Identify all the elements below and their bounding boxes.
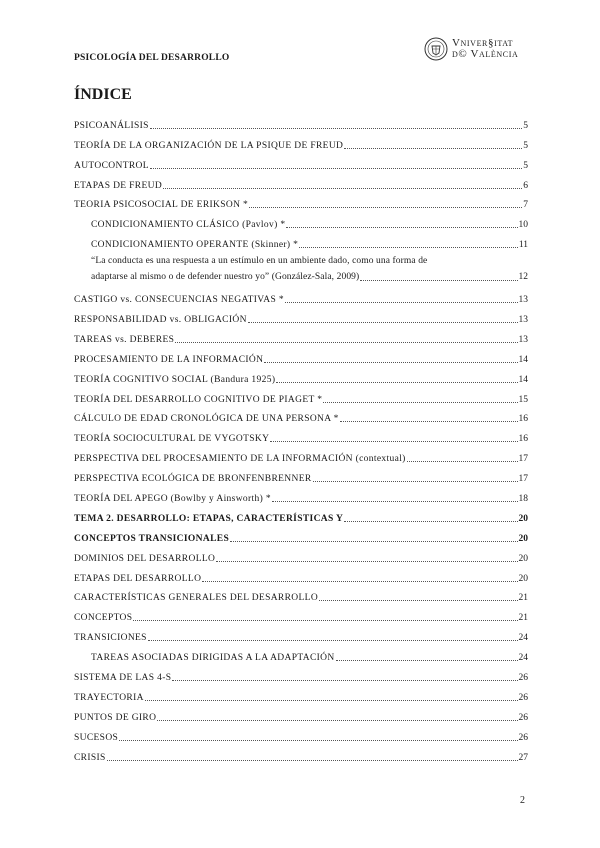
toc-entry-page: 26 (518, 692, 528, 703)
toc-entry[interactable] (74, 603, 528, 623)
dot-leader (319, 591, 517, 601)
toc-entry[interactable] (74, 544, 528, 564)
toc-entry-title: TRANSICIONES (74, 633, 147, 644)
toc-entry[interactable] (74, 325, 528, 345)
dot-leader (172, 671, 517, 681)
logo-text-line1: Vniver§itat (452, 37, 514, 49)
toc-entry[interactable] (74, 230, 528, 250)
dot-leader (148, 631, 518, 641)
dot-leader (344, 139, 522, 149)
toc-entry-title: TEORÍA DEL APEGO (Bowlby y Ainsworth) * (74, 494, 271, 505)
toc-entry-page: 26 (518, 732, 528, 743)
toc-entry[interactable] (74, 345, 528, 365)
toc-entry-title: ETAPAS DE FREUD (74, 180, 163, 191)
dot-leader (216, 552, 517, 562)
toc-entry-page: 10 (518, 220, 528, 231)
toc-entry-page: 14 (518, 374, 528, 385)
dot-leader (336, 651, 518, 661)
dot-leader (163, 179, 522, 189)
toc-entry-page: 26 (518, 712, 528, 723)
dot-leader (248, 313, 518, 323)
toc-entry-title: CASTIGO vs. CONSECUENCIAS NEGATIVAS * (74, 295, 284, 306)
toc-entry[interactable] (74, 564, 528, 584)
toc-entry-page: 11 (518, 240, 528, 251)
toc-entry-page: 20 (518, 533, 528, 544)
toc-entry-page: 5 (523, 120, 528, 131)
dot-leader (340, 412, 518, 422)
toc-entry[interactable] (74, 210, 528, 230)
dot-leader (150, 119, 522, 129)
toc-entry-title: CONDICIONAMIENTO CLÁSICO (Pavlov) * (91, 220, 286, 231)
toc-entry-title: CONCEPTOS TRANSICIONALES (74, 533, 230, 544)
dot-leader (157, 711, 517, 721)
toc-entry[interactable] (74, 385, 528, 405)
toc-entry-page: 21 (518, 593, 528, 604)
toc-entry-page: 17 (518, 474, 528, 485)
toc-entry-title: TEORÍA COGNITIVO SOCIAL (Bandura 1925) (74, 374, 276, 385)
dot-leader (407, 452, 518, 462)
toc-entry[interactable] (74, 484, 528, 504)
toc-entry[interactable] (74, 191, 528, 211)
toc-entry-page: 18 (518, 494, 528, 505)
toc-heading: ÍNDICE (74, 86, 132, 103)
toc-entry[interactable] (74, 250, 528, 285)
dot-leader (323, 393, 517, 403)
toc-entry-page: 5 (523, 140, 528, 151)
toc-entry-page: 12 (518, 272, 528, 283)
toc-entry-title: CARACTERÍSTICAS GENERALES DEL DESARROLLO (74, 593, 319, 604)
toc-entry-page: 16 (518, 414, 528, 425)
dot-leader (107, 751, 518, 761)
toc-entry-title: CONCEPTOS (74, 613, 133, 624)
toc-entry[interactable] (74, 405, 528, 425)
university-seal-icon (424, 37, 448, 61)
toc-entry-title: TEORÍA DE LA ORGANIZACIÓN DE LA PSIQUE DE FREUD (74, 140, 344, 151)
toc-entry-title: TAREAS vs. DEBERES (74, 334, 175, 345)
toc-entry[interactable] (74, 743, 528, 763)
toc-entry-title: TEORÍA DEL DESARROLLO COGNITIVO DE PIAGET * (74, 394, 323, 405)
toc-entry-page: 26 (518, 673, 528, 684)
toc-entry-page: 6 (523, 180, 528, 191)
toc-entry[interactable] (74, 305, 528, 325)
toc-entry[interactable] (74, 365, 528, 385)
dot-leader (230, 532, 517, 542)
toc-entry-page: 27 (518, 752, 528, 763)
toc-entry-title: TEORIA PSICOSOCIAL DE ERIKSON * (74, 200, 249, 211)
toc-entry-text-line1: “La conducta es una respuesta a un estímulo en un ambiente dado, como una forma de (91, 256, 428, 267)
dot-leader (286, 218, 517, 228)
dot-leader (313, 472, 518, 482)
toc-entry[interactable] (74, 584, 528, 604)
toc-entry-title: TAREAS ASOCIADAS DIRIGIDAS A LA ADAPTACIÓN (91, 653, 335, 664)
toc-entry-page: 13 (518, 295, 528, 306)
toc-entry-page: 17 (518, 454, 528, 465)
toc-entry-page: 20 (518, 553, 528, 564)
toc-entry-page: 13 (518, 334, 528, 345)
toc-entry-page: 20 (518, 513, 528, 524)
dot-leader (202, 572, 517, 582)
dot-leader (344, 512, 517, 522)
toc-entry-title: PERSPECTIVA DEL PROCESAMIENTO DE LA INFORMACIÓN (contextual) (74, 454, 406, 465)
toc-entry[interactable] (74, 151, 528, 171)
toc-entry-page: 24 (518, 653, 528, 664)
dot-leader (133, 611, 517, 621)
toc-entry-page: 15 (518, 394, 528, 405)
toc-entry-title: CRISIS (74, 752, 106, 763)
toc-entry[interactable] (74, 444, 528, 464)
toc-entry-title: CONDICIONAMIENTO OPERANTE (Skinner) * (91, 240, 299, 251)
toc-entry-title: PUNTOS DE GIRO (74, 712, 157, 723)
toc-entry[interactable] (74, 723, 528, 743)
toc-entry-title: PERSPECTIVA ECOLÓGICA DE BRONFENBRENNER (74, 474, 312, 485)
dot-leader (150, 159, 522, 169)
document-header-title: PSICOLOGÍA DEL DESARROLLO (74, 53, 230, 63)
toc-entry-title: PSICOANÁLISIS (74, 120, 149, 131)
toc-entry[interactable] (74, 524, 528, 544)
university-logo (424, 37, 524, 63)
dot-leader (276, 373, 517, 383)
toc-entry-title: SUCESOS (74, 732, 119, 743)
toc-entry-title: SISTEMA DE LAS 4-S (74, 673, 172, 684)
toc-entry-title: TEORÍA SOCIOCULTURAL DE VYGOTSKY (74, 434, 270, 445)
dot-leader (175, 333, 517, 343)
toc-entry-page: 24 (518, 633, 528, 644)
dot-leader (270, 432, 517, 442)
toc-entry-title: ETAPAS DEL DESARROLLO (74, 573, 202, 584)
table-of-contents (74, 111, 528, 763)
toc-entry-page: 14 (518, 354, 528, 365)
toc-entry[interactable] (74, 663, 528, 683)
dot-leader (285, 293, 518, 303)
dot-leader (145, 691, 518, 701)
dot-leader (360, 271, 517, 281)
toc-entry-title: TEMA 2. DESARROLLO: ETAPAS, CARACTERÍSTICAS Y (74, 513, 344, 524)
toc-entry-title: DOMINIOS DEL DESARROLLO (74, 553, 216, 564)
toc-entry-page: 5 (523, 160, 528, 171)
toc-entry[interactable] (74, 111, 528, 131)
dot-leader (264, 353, 517, 363)
toc-entry-page: 20 (518, 573, 528, 584)
toc-entry-page: 21 (518, 613, 528, 624)
toc-entry-text-line2: adaptarse al mismo o de defender nuestro yo” (González-Sala, 2009) (91, 272, 360, 283)
toc-entry[interactable] (74, 504, 528, 524)
dot-leader (119, 731, 517, 741)
toc-entry-title: RESPONSABILIDAD vs. OBLIGACIÓN (74, 315, 247, 326)
toc-entry-title: AUTOCONTROL (74, 160, 149, 171)
toc-entry[interactable] (74, 623, 528, 643)
toc-entry-title: CÁLCULO DE EDAD CRONOLÓGICA DE UNA PERSONA * (74, 414, 339, 425)
university-logo-text (452, 38, 518, 60)
dot-leader (249, 198, 522, 208)
toc-entry[interactable] (74, 643, 528, 663)
toc-entry-page: 13 (518, 315, 528, 326)
toc-entry[interactable] (74, 424, 528, 444)
toc-entry-page: 16 (518, 434, 528, 445)
page-number: 2 (520, 795, 525, 806)
toc-entry[interactable] (74, 171, 528, 191)
toc-entry-title: PROCESAMIENTO DE LA INFORMACIÓN (74, 354, 264, 365)
toc-entry[interactable] (74, 683, 528, 703)
logo-text-line2: d© València (452, 48, 519, 60)
dot-leader (272, 492, 518, 502)
toc-entry-title: TRAYECTORIA (74, 692, 144, 703)
toc-entry[interactable] (74, 703, 528, 723)
toc-entry[interactable] (74, 285, 528, 305)
dot-leader (299, 238, 518, 248)
toc-entry-page: 7 (523, 200, 528, 211)
toc-entry[interactable] (74, 131, 528, 151)
toc-entry[interactable] (74, 464, 528, 484)
